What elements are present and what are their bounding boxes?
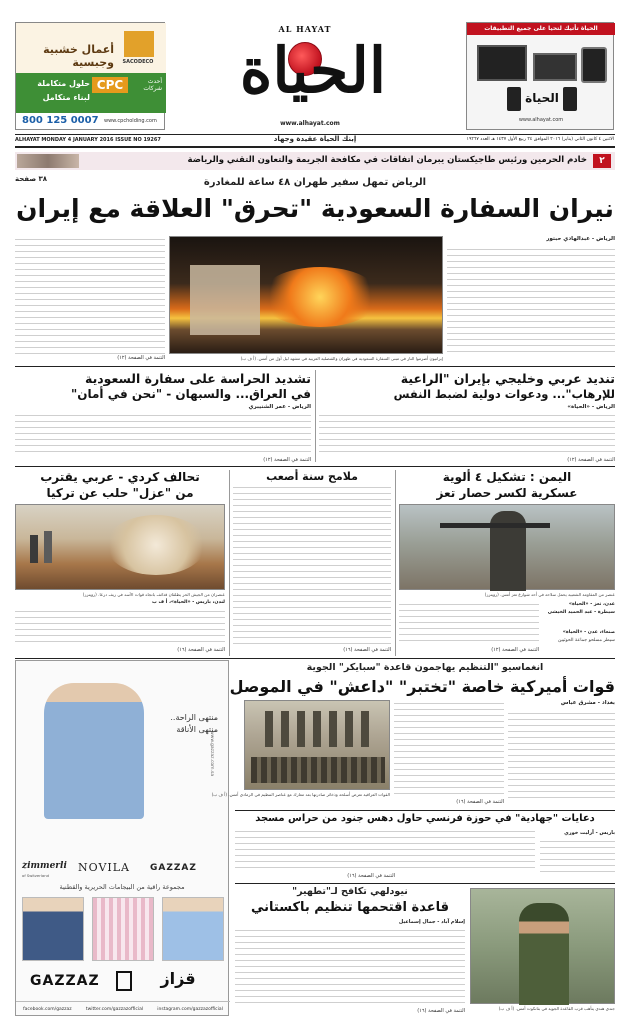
fighter-1 [30,535,38,563]
gazzaz-logo-en: GAZZAZ [30,973,100,989]
soldier-figure [519,903,569,1005]
logo-ar: الحياة [239,34,387,107]
social-twitter[interactable]: twitter.com/gazzazofficial [85,1007,144,1012]
pajama-photo-1 [22,897,84,961]
rule-4 [235,810,615,811]
pajama-photo-2 [92,897,154,961]
rule-v-1 [315,370,316,462]
masthead-website[interactable]: www.alhayat.com [280,120,340,127]
column-text [233,484,391,650]
social-instagram[interactable]: instagram.com/gazzazofficial [157,1007,223,1012]
mosul-caption: القوات العراقية تعرض أسلحة وذخائر صادرتها بعد معارك مع عناصر التنظيم في الرمادي أمس. (أ ف ب) [211,792,390,797]
mosul-byline: بغداد - مشرق عباس [560,700,615,706]
smoke-cloud [106,515,206,575]
pajama-website[interactable]: www.gazzaz.com.sa [209,731,214,777]
main-caption: إيرانيون أضرموا النار في مبنى السفارة السعودية في طهران والقنصلية العربية في مشهد ليل أول من أمس. (أ ف ب) [240,356,443,361]
yemen-byline-1: عدن، تعز - «الحياة» [568,602,615,607]
rule-v-2 [229,470,230,656]
column-headline[interactable]: ملامح سنة أصعب [266,470,358,483]
kurd-headline-1[interactable]: تحالف كردي - عربي يقترب [40,470,200,484]
center-byline: الرياض - عمر الشنيبري [248,404,311,410]
masthead [0,0,626,150]
jihad-byline: باريس - آرليت خوري [564,830,615,836]
delhi-cont[interactable]: التتمة في الصفحة (١٦) [417,1008,465,1014]
jihad-headline[interactable]: دعايات "جهادية" في حوزة فرنسي حاول دهس جنود من حراس مسجد [255,813,595,824]
yemen-headline-1[interactable]: اليمن : تشكيل ٤ ألوية [442,470,572,484]
banner-page-badge: ٢ [593,154,611,168]
yemen-photo [399,504,615,590]
soldiers-group [265,711,375,747]
delhi-text [235,927,465,1007]
rule-1 [15,366,615,367]
yemen-caption: عنصر من المقاومة الشعبية يحمل سلاحه في أحد شوارع تعز أمس. (رويترز) [484,592,615,597]
cpc-line1: حلول متكاملة [37,79,90,88]
ad-right[interactable] [466,22,614,130]
right-headline-2[interactable]: للإرهاب"... ودعوات دولية لضبط النفس [393,387,615,401]
right-cont[interactable]: التتمة في الصفحة (١٢) [567,457,615,463]
weapons-row [251,757,385,783]
pajama-photo-3 [162,897,224,961]
banner-photo [17,154,79,168]
ad-right-title: الحياة تأتيك لتحيا على جميع التطبيقات [467,23,615,35]
yemen-text-short: سيطر مسلحو جماعة الحوثيين [558,638,615,643]
mosul-text-right [508,710,615,798]
gazzaz-logo-icon [116,971,132,991]
right-byline: الرياض - «الحياة» [567,404,615,410]
kurd-byline: لندن، باريس - «الحياة»، أ ف ب [152,600,225,605]
gazzaz-logo-ar: قزاز [160,969,196,988]
main-kicker: الرياض تمهل سفير طهران ٤٨ ساعة للمغادرة [203,177,427,188]
fire-glow [260,267,380,327]
masthead-rule-bottom [15,146,615,148]
rule-2 [15,466,615,467]
delhi-kicker: نيودلهي تكافح لـ"تطهير" [292,886,408,897]
ad-left-phone[interactable]: 800 125 0007 [22,115,99,126]
yemen-byline-2: سيطرة - عبد الحميد الخيشي [547,610,615,615]
mosul-photo [244,700,390,790]
main-byline: الرياض - عبدالهادي حبتور [546,236,615,242]
yemen-byline-3: صنعاء، عدن - «الحياة» [562,630,615,635]
center-headline-1[interactable]: تشديد الحراسة على سفارة السعودية [84,371,311,386]
delhi-headline[interactable]: قاعدة اقتحمها تنظيم باكستاني [251,900,449,915]
jihad-cont[interactable]: التتمة في الصفحة (١٦) [347,873,395,879]
social-facebook[interactable]: facebook.com/gazzaz [23,1007,72,1012]
yemen-headline-2[interactable]: عسكرية لكسر حصار تعز [436,486,578,500]
delhi-photo [470,888,615,1004]
pajama-social-bar [16,1001,230,1017]
jihad-text [235,828,535,872]
mosul-text-mid [394,700,504,798]
kurd-caption: عنصران من الجيش الحر يطلقان قذائف باتجاه قوات الأسد في ريف درعا. (رويترز) [82,592,225,597]
brand-zimmerli-sub: of Switzerland [22,873,50,878]
delhi-caption: جندي هندي يتأهب قرب القاعدة الجوية في بثانكوت أمس. (أ ف ب) [498,1006,615,1011]
dateline-ar: الاثنين ٤ كانون الثاني (يناير) ٢٠١٦ الموافق ٢٤ ربيع الأول ١٤٣٧ هـ العدد ١٩٢٦٧ [466,137,614,142]
main-cont-left[interactable]: التتمة في الصفحة (١٢) [117,355,165,361]
laptop-icon [533,53,577,81]
dateline-en: ALHAYAT MONDAY 4 JANUARY 2016 ISSUE NO 19267 [15,137,161,143]
tablet-icon [581,47,607,83]
yemen-text [399,601,539,646]
embassy-building [190,265,260,335]
ad-left[interactable] [15,22,165,130]
ad-right-logo: الحياة [525,91,559,105]
center-text [15,412,311,456]
main-photo [169,236,443,354]
main-text-right [447,246,615,354]
mosul-cont[interactable]: التتمة في الصفحة (١٦) [456,799,504,805]
center-cont[interactable]: التتمة في الصفحة (١٢) [263,457,311,463]
main-headline[interactable]: نيران السفارة السعودية "تحرق" العلاقة مع إيران [16,194,614,223]
pajama-slogan-2: منتهى الأناقة [176,725,218,734]
pajama-tagline: مجموعة راقية من البيجامات الحريرية والقطنية [59,883,185,891]
monitor-icon [477,45,527,81]
ad-pajama[interactable] [15,660,229,1016]
center-headline-2[interactable]: في العراق... والسبهان - "نحن في أمان" [70,387,311,401]
main-text-left [15,236,165,354]
kurd-headline-2[interactable]: من "عزل" حلب عن تركيا [46,486,194,500]
weapon [440,523,550,528]
yemen-cont[interactable]: التتمة في الصفحة (١٢) [399,647,539,653]
phone-icon-2 [563,87,577,111]
jihad-text-right [540,838,615,872]
top-banner[interactable] [15,152,615,170]
phone-icon-1 [507,87,521,111]
pajama-model-photo [44,683,144,819]
kurd-text [15,608,225,646]
kurd-cont[interactable]: التتمة في الصفحة (١٦) [177,647,225,653]
brand-zimmerli: zimmerli [22,861,67,871]
logo-en: AL HAYAT [278,24,332,34]
column-cont[interactable]: التتمة في الصفحة (١٦) [233,647,391,653]
pajama-slogan-1: منتهى الراحة.. [170,713,218,722]
kurd-photo [15,504,225,590]
right-text [319,412,615,456]
fighter-2 [44,531,52,563]
cpc-line2: لبناء متكامل [42,93,90,102]
cpc-logo: CPC [92,77,128,93]
sacodeco-logo-icon [124,31,154,57]
rule-v-3 [395,470,396,656]
rule-5 [235,883,615,884]
brand-novila: NOVILA [78,861,130,874]
right-headline-1[interactable]: تنديد عربي وخليجي بإيران "الراعية [400,371,615,386]
mosul-kicker: انغماسيو "التنظيم يهاجمون قاعدة "سبايكر" الجوية [306,662,544,673]
sacodeco-brand: SACODECO [122,59,154,65]
mosul-headline[interactable]: قوات أميركية خاصة "تختبر" "داعش" في الموصل [229,677,615,696]
masthead-motto: إبنك الحياة عقيدة وجهاد [273,135,357,143]
cpc-line3: أحدث شركات [143,78,162,92]
brand-gazzaz: GAZZAZ [150,863,197,873]
ad-right-website[interactable]: www.alhayat.com [518,117,564,123]
banner-text: خادم الحرمين ورئيس طاجيكستان يبرمان اتفاقات في مكافحة الجريمة والتعاون التقني والرياضة [187,155,587,165]
ad-left-line1: أعمال خشبية وجبسية [43,43,114,69]
pages-count: ٣٨ صفحة [15,175,48,183]
rule-3 [15,658,615,659]
ad-left-website[interactable]: www.cpcholding.com [104,118,157,124]
delhi-byline: إسلام آباد - جمال إسماعيل [398,919,465,925]
